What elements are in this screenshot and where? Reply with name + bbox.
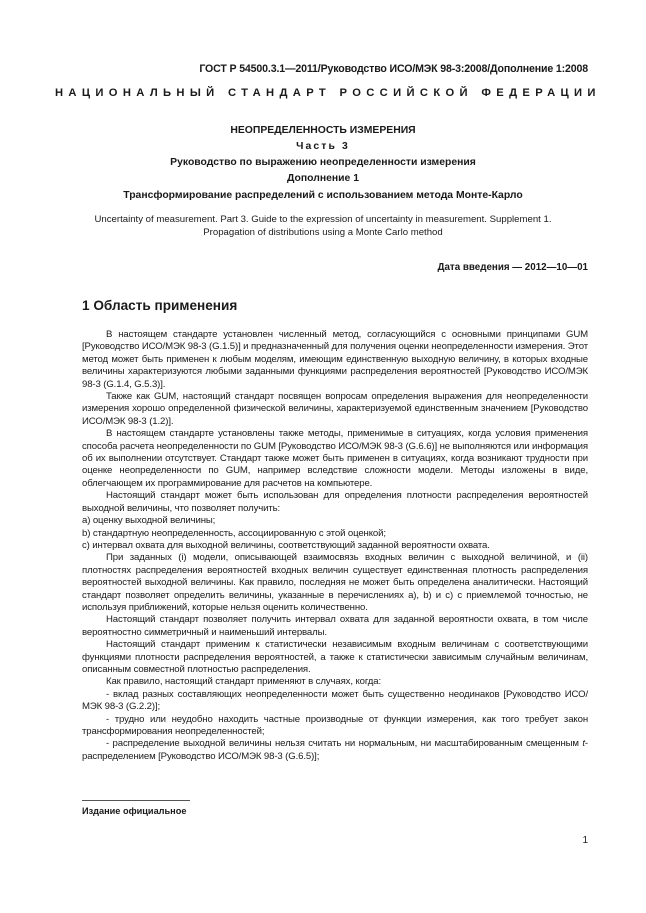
- paragraph: Настоящий стандарт применим к статистически независимым входным величинам с соответствующими функциями плотности распределения вероятностей, а также к статистически зависимым случайным величинам, описанным совместной плотностью распределения.: [82, 639, 588, 675]
- dash-item: - вклад разных составляющих неопределенности может быть существенно неодинаков [Руководство ИСО/МЭК 98-3 (G.2.2)];: [82, 688, 588, 713]
- dash-item: - трудно или неудобно находить частные производные от функции измерения, как того требует закон трансформирования неопределенностей;: [82, 713, 588, 737]
- dash-item: [82, 738, 588, 763]
- national-standard-banner: НАЦИОНАЛЬНЫЙ СТАНДАРТ РОССИЙСКОЙ ФЕДЕРАЦИИ: [55, 87, 601, 99]
- footer-separator: [82, 800, 190, 801]
- page-number: 1: [582, 835, 588, 846]
- paragraph: Как правило, настоящий стандарт применяют в случаях, когда:: [106, 676, 382, 688]
- english-title: [70, 214, 576, 239]
- introduction-date: Дата введения — 2012—10—01: [437, 262, 588, 273]
- edition-note: Издание официальное: [82, 806, 187, 816]
- paragraph: Также как GUM, настоящий стандарт посвящен вопросам определения выражения для неопределенности измерения хорошо определенной физической величины, характеризуемой единственным значением [Руководство ИСО/МЭК 98-3 (1.2)].: [82, 391, 588, 427]
- paragraph: При заданных (i) модели, описывающей взаимосвязь входных величин с выходной величиной, и (ii) плотностях распределения вероятностей входных величин существует единственная плотность распределения вероятностей выходной величины. Как правило, последняя не может быть определена аналитически. Настоящий стандарт позволяет определить величины, указанные в перечислениях a), b) и c) с приемлемой точностью, не используя приближений, которые нельзя оценить количественно.: [82, 552, 588, 613]
- title-part: Часть 3: [296, 141, 350, 152]
- english-title-line-1: Uncertainty of measurement. Part 3. Guide to the expression of uncertainty in measurement. Supplement 1.: [94, 214, 552, 225]
- dash-item-text: - распределение выходной величины нельзя считать ни нормальным, ни масштабированным смещенным: [106, 738, 583, 750]
- paragraph: Настоящий стандарт может быть использован для определения плотности распределения вероятностей выходной величины, что позволяет получить:: [82, 490, 588, 514]
- section-body: [82, 329, 588, 763]
- t-symbol: t: [582, 738, 585, 750]
- standard-designation: ГОСТ Р 54500.3.1—2011/Руководство ИСО/МЭК 98-3:2008/Дополнение 1:2008: [199, 63, 588, 75]
- list-item-c: c) интервал охвата для выходной величины, соответствующий заданной вероятности охвата.: [82, 539, 490, 551]
- list-item-a: a) оценку выходной величины;: [82, 515, 216, 527]
- title-subject: Трансформирование распределений с использованием метода Монте-Карло: [123, 190, 523, 201]
- paragraph: Настоящий стандарт позволяет получить интервал охвата для заданной вероятности охвата, в том числе вероятностно симметричный и наименьший интервалы.: [82, 614, 588, 638]
- english-title-line-2: Propagation of distributions using a Monte Carlo method: [203, 226, 443, 238]
- paragraph: В настоящем стандарте установлен численный метод, согласующийся с основными принципами GUM [Руководство ИСО/МЭК 98-3 (G.1.5)] и предназначенный для получения оценки неопределенности измерения. Этот метод может быть применен к любым моделям, имеющим единственную выходную величину, в которых входные величины характеризуются любыми заданными функциями распределения вероятностей [Руководство ИСО/МЭК 98-3 (G.1.4, G.5.3)].: [82, 329, 588, 390]
- section-heading: 1 Область применения: [82, 298, 238, 313]
- title-supplement: Дополнение 1: [286, 173, 359, 184]
- title-guide: Руководство по выражению неопределенности измерения: [170, 157, 476, 168]
- paragraph: В настоящем стандарте установлены также методы, применимые в ситуациях, когда условия применения способа расчета неопределенности по GUM [Руководство ИСО/МЭК 98-3 (G.6.6)] не выполняются или информация об их выполнении отсутствует. Стандарт также может быть применен в ситуациях, когда возникают трудности при оценке неопределенности по GUM, например вследствие сложности модели. Методы изложены в виде, облегчающем их программирование для расчетов на компьютере.: [82, 428, 588, 489]
- dash-item-text: -распределением [Руководство ИСО/МЭК 98-3 (G.6.5)];: [82, 738, 588, 762]
- title-main: НЕОПРЕДЕЛЕННОСТЬ ИЗМЕРЕНИЯ: [230, 125, 416, 136]
- list-item-b: b) стандартную неопределенность, ассоциированную с этой оценкой;: [82, 527, 386, 539]
